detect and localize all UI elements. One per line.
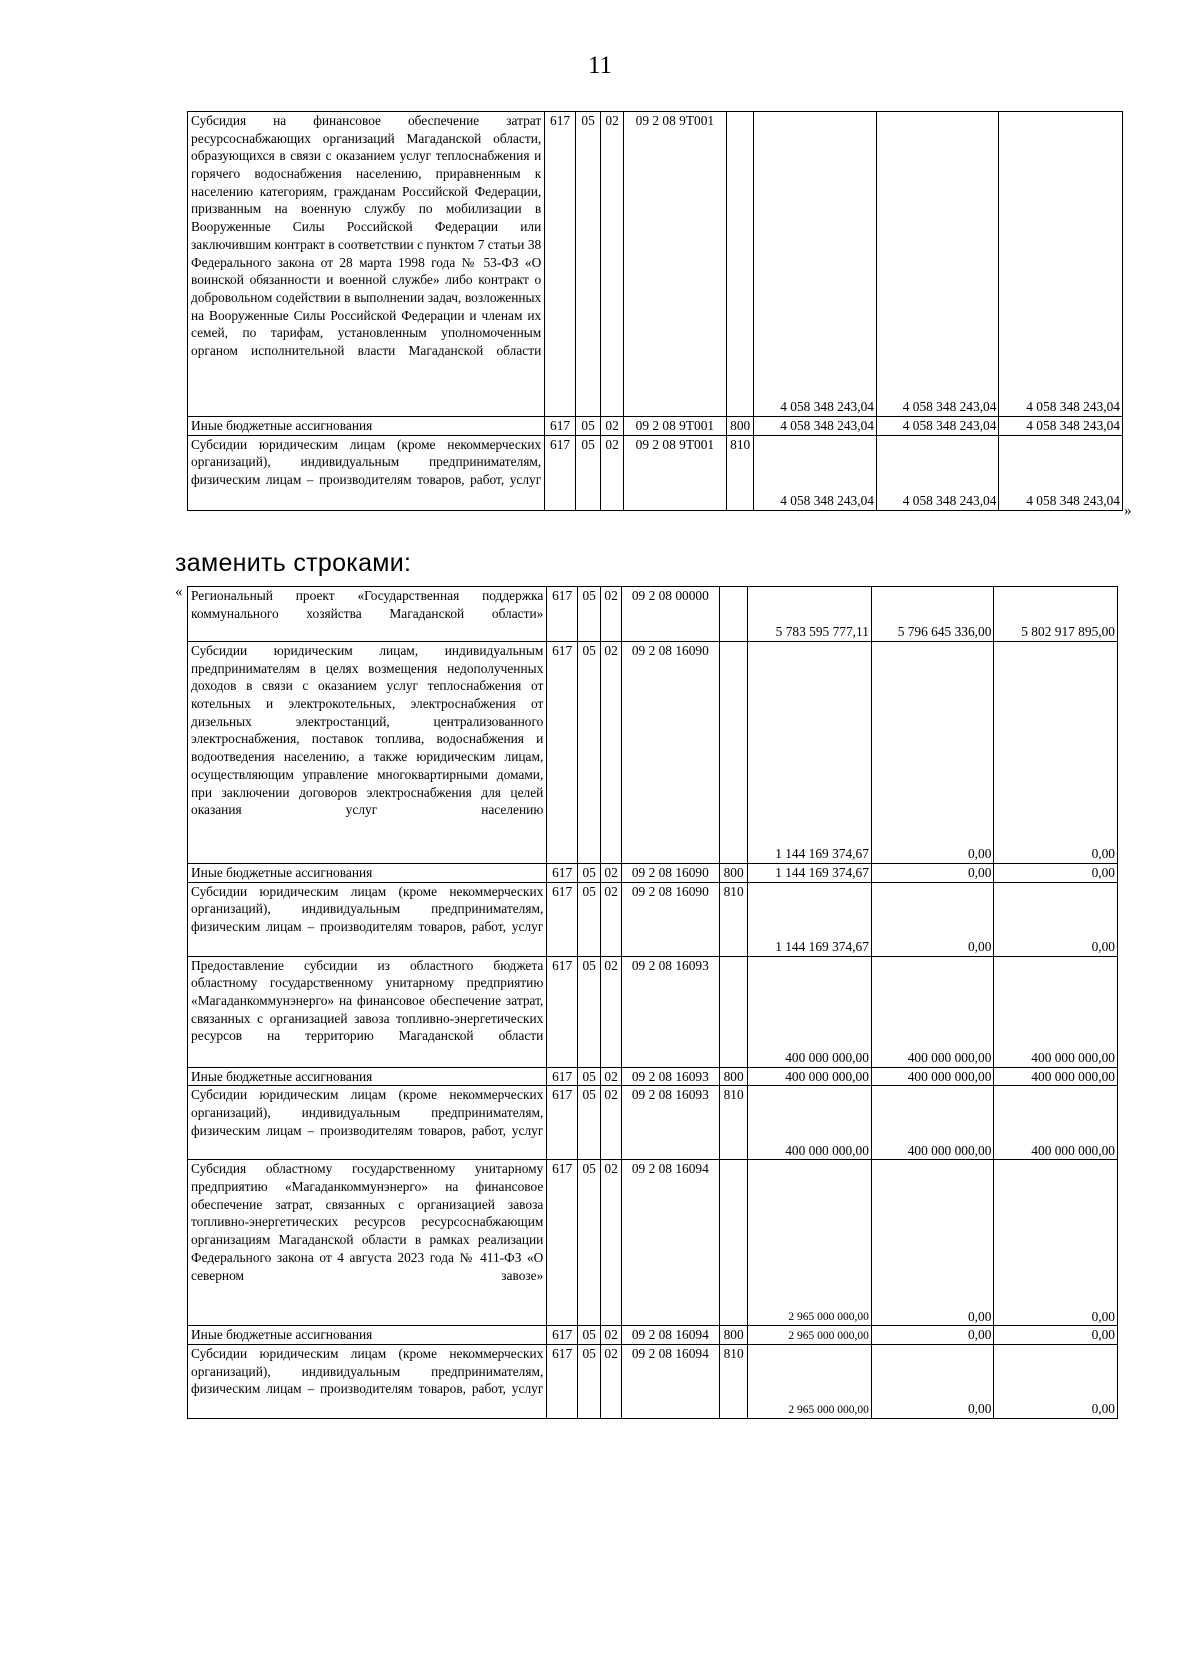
section-code: 05 (577, 1326, 600, 1345)
subsection-code: 02 (601, 1345, 621, 1419)
target-article-code: 09 2 08 16090 (621, 642, 719, 864)
amount-year-3: 0,00 (994, 1326, 1118, 1345)
opening-quote-mark: « (175, 584, 183, 600)
target-article-code: 09 2 08 9Т001 (623, 417, 726, 436)
expense-type-code: 800 (719, 1067, 748, 1086)
replace-heading: заменить строками: (175, 549, 412, 577)
amount-year-1: 5 783 595 777,11 (748, 587, 872, 642)
ministry-code: 617 (547, 882, 578, 956)
subsection-code: 02 (601, 1326, 621, 1345)
section-code: 05 (577, 642, 600, 864)
budget-table-old (187, 111, 1123, 511)
ministry-code: 617 (547, 1086, 578, 1160)
table-row (188, 864, 1118, 883)
row-name: Субсидии юридическим лицам (кроме некоммерческих организаций), индивидуальным предпринимателям, физическим лицам – производителям товаров, работ, услуг (188, 1345, 547, 1419)
section-code: 05 (577, 1067, 600, 1086)
amount-year-2: 5 796 645 336,00 (871, 587, 994, 642)
expense-type-code (719, 642, 748, 864)
row-name: Иные бюджетные ассигнования (188, 1067, 547, 1086)
amount-year-1: 1 144 169 374,67 (748, 864, 872, 883)
amount-year-1: 4 058 348 243,04 (754, 112, 876, 417)
section-code: 05 (575, 417, 601, 436)
amount-year-2: 0,00 (871, 1345, 994, 1419)
row-name: Предоставление субсидии из областного бюджета областному государственному унитарному предприятию «Магаданкоммунэнерго» на финансовое обеспечение затрат, связанных с организацией завоза топливно-энергетических ресурсов на территорию Магаданской области (188, 956, 547, 1067)
expense-type-code: 800 (719, 864, 748, 883)
expense-type-code (719, 956, 748, 1067)
amount-year-2: 4 058 348 243,04 (876, 417, 998, 436)
target-article-code: 09 2 08 16093 (621, 1067, 719, 1086)
amount-year-3: 0,00 (994, 882, 1118, 956)
expense-type-code (719, 1160, 748, 1326)
section-code: 05 (575, 112, 601, 417)
target-article-code: 09 2 08 9Т001 (623, 112, 726, 417)
target-article-code: 09 2 08 16093 (621, 1086, 719, 1160)
amount-year-1: 400 000 000,00 (748, 1067, 872, 1086)
table-row (188, 882, 1118, 956)
ministry-code: 617 (547, 1345, 578, 1419)
target-article-code: 09 2 08 16090 (621, 882, 719, 956)
row-name: Субсидии юридическим лицам (кроме некоммерческих организаций), индивидуальным предпринимателям, физическим лицам – производителям товаров, работ, услуг (188, 1086, 547, 1160)
ministry-code: 617 (547, 642, 578, 864)
subsection-code: 02 (601, 1067, 621, 1086)
ministry-code: 617 (545, 417, 576, 436)
target-article-code: 09 2 08 9Т001 (623, 435, 726, 510)
amount-year-2: 400 000 000,00 (871, 1067, 994, 1086)
ministry-code: 617 (547, 864, 578, 883)
expense-type-code: 810 (719, 1086, 748, 1160)
closing-quote-mark: » (1124, 503, 1132, 519)
ministry-code: 617 (547, 1160, 578, 1326)
amount-year-3: 4 058 348 243,04 (999, 435, 1123, 510)
ministry-code: 617 (547, 1326, 578, 1345)
table-row (188, 112, 1123, 417)
subsection-code: 02 (601, 112, 623, 417)
amount-year-1: 2 965 000 000,00 (748, 1345, 872, 1419)
section-code: 05 (577, 882, 600, 956)
table-row (188, 1326, 1118, 1345)
amount-year-3: 400 000 000,00 (994, 956, 1118, 1067)
expense-type-code: 800 (719, 1326, 748, 1345)
subsection-code: 02 (601, 587, 621, 642)
expense-type-code: 810 (719, 882, 748, 956)
page-number: 11 (587, 52, 613, 79)
section-code: 05 (577, 1086, 600, 1160)
subsection-code: 02 (601, 956, 621, 1067)
expense-type-code (719, 587, 748, 642)
amount-year-2: 0,00 (871, 1160, 994, 1326)
amount-year-1: 400 000 000,00 (748, 956, 872, 1067)
ministry-code: 617 (547, 587, 578, 642)
table-row (188, 642, 1118, 864)
subsection-code: 02 (601, 642, 621, 864)
row-name: Субсидия на финансовое обеспечение затрат ресурсоснабжающих организаций Магаданской области, образующихся в связи с оказанием услуг теплоснабжения и горячего водоснабжения населению, приравненным к населению категориям, гражданам Российской Федерации, призванным на военную службу по мобилизации в Вооруженные Силы Российской Федерации или заключившим контракт в соответствии с пунктом 7 статьи 38 Федерального закона от 28 марта 1998 года № 53-ФЗ «О воинской обязанности и военной службе» либо контракт о добровольном содействии в выполнении задач, возложенных на Вооруженные Силы Российской Федерации и членам их семей, по тарифам, установленным уполномоченным органом исполнительной власти Магаданской области (188, 112, 545, 417)
amount-year-1: 1 144 169 374,67 (748, 642, 872, 864)
amount-year-3: 5 802 917 895,00 (994, 587, 1118, 642)
row-name: Субсидии юридическим лицам (кроме некоммерческих организаций), индивидуальным предпринимателям, физическим лицам – производителям товаров, работ, услуг (188, 435, 545, 510)
table-row (188, 956, 1118, 1067)
ministry-code: 617 (545, 435, 576, 510)
table-row (188, 435, 1123, 510)
expense-type-code: 810 (719, 1345, 748, 1419)
row-name: Региональный проект «Государственная поддержка коммунального хозяйства Магаданской области» (188, 587, 547, 642)
expense-type-code: 810 (726, 435, 754, 510)
row-name: Иные бюджетные ассигнования (188, 864, 547, 883)
amount-year-1: 4 058 348 243,04 (754, 417, 876, 436)
amount-year-1: 2 965 000 000,00 (748, 1326, 872, 1345)
target-article-code: 09 2 08 00000 (621, 587, 719, 642)
amount-year-1: 4 058 348 243,04 (754, 435, 876, 510)
target-article-code: 09 2 08 16090 (621, 864, 719, 883)
ministry-code: 617 (547, 1067, 578, 1086)
ministry-code: 617 (547, 956, 578, 1067)
budget-table-new (187, 586, 1118, 1419)
row-name: Субсидии юридическим лицам (кроме некоммерческих организаций), индивидуальным предпринимателям, физическим лицам – производителям товаров, работ, услуг (188, 882, 547, 956)
target-article-code: 09 2 08 16093 (621, 956, 719, 1067)
target-article-code: 09 2 08 16094 (621, 1326, 719, 1345)
amount-year-3: 0,00 (994, 1160, 1118, 1326)
row-name: Субсидия областному государственному унитарному предприятию «Магаданкоммунэнерго» на финансовое обеспечение затрат, связанных с организацией завоза топливно-энергетических ресурсов ресурсоснабжающим организациям Магаданской области в рамках реализации Федерального закона от 4 августа 2023 года № 411-ФЗ «О северном завозе» (188, 1160, 547, 1326)
target-article-code: 09 2 08 16094 (621, 1160, 719, 1326)
subsection-code: 02 (601, 435, 623, 510)
section-code: 05 (577, 864, 600, 883)
table-row (188, 587, 1118, 642)
subsection-code: 02 (601, 417, 623, 436)
row-name: Иные бюджетные ассигнования (188, 417, 545, 436)
subsection-code: 02 (601, 882, 621, 956)
section-code: 05 (577, 587, 600, 642)
section-code: 05 (577, 956, 600, 1067)
amount-year-2: 0,00 (871, 882, 994, 956)
amount-year-2: 0,00 (871, 642, 994, 864)
ministry-code: 617 (545, 112, 576, 417)
table-row (188, 1160, 1118, 1326)
amount-year-3: 0,00 (994, 1345, 1118, 1419)
section-code: 05 (575, 435, 601, 510)
target-article-code: 09 2 08 16094 (621, 1345, 719, 1419)
amount-year-3: 0,00 (994, 642, 1118, 864)
amount-year-2: 0,00 (871, 864, 994, 883)
table-row (188, 1345, 1118, 1419)
amount-year-3: 400 000 000,00 (994, 1086, 1118, 1160)
subsection-code: 02 (601, 1086, 621, 1160)
amount-year-2: 4 058 348 243,04 (876, 112, 998, 417)
amount-year-1: 2 965 000 000,00 (748, 1160, 872, 1326)
table-row (188, 1067, 1118, 1086)
row-name: Субсидии юридическим лицам, индивидуальным предпринимателям в целях возмещения недополученных доходов в связи с оказанием услуг теплоснабжения от котельных и электрокотельных, электроснабжения от дизельных электростанций, централизованного электроснабжения, поставок топлива, водоснабжения и водоотведения населению, а также юридическим лицам, осуществляющим управление многоквартирными домами, при заключении договоров электроснабжения для целей оказания услуг населению (188, 642, 547, 864)
subsection-code: 02 (601, 1160, 621, 1326)
row-name: Иные бюджетные ассигнования (188, 1326, 547, 1345)
table-row (188, 1086, 1118, 1160)
amount-year-3: 4 058 348 243,04 (999, 417, 1123, 436)
section-code: 05 (577, 1160, 600, 1326)
expense-type-code (726, 112, 754, 417)
amount-year-3: 400 000 000,00 (994, 1067, 1118, 1086)
subsection-code: 02 (601, 864, 621, 883)
amount-year-2: 4 058 348 243,04 (876, 435, 998, 510)
amount-year-2: 400 000 000,00 (871, 1086, 994, 1160)
amount-year-2: 400 000 000,00 (871, 956, 994, 1067)
section-code: 05 (577, 1345, 600, 1419)
table-row (188, 417, 1123, 436)
amount-year-1: 400 000 000,00 (748, 1086, 872, 1160)
amount-year-1: 1 144 169 374,67 (748, 882, 872, 956)
amount-year-3: 4 058 348 243,04 (999, 112, 1123, 417)
expense-type-code: 800 (726, 417, 754, 436)
amount-year-2: 0,00 (871, 1326, 994, 1345)
amount-year-3: 0,00 (994, 864, 1118, 883)
